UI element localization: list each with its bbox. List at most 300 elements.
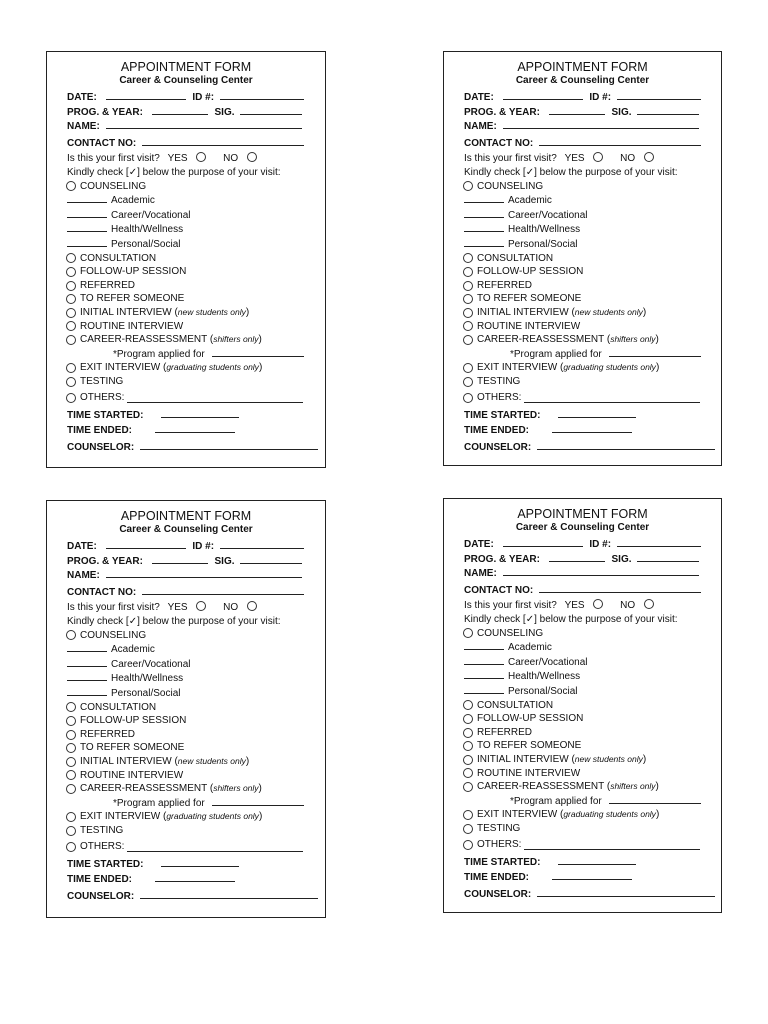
option-initial-interview[interactable]: [67, 755, 315, 769]
option-referred[interactable]: [67, 279, 315, 293]
initial-interview-radio[interactable]: [463, 755, 473, 765]
check-instruction-pre: Kindly check [: [464, 613, 526, 625]
exit-interview-note: graduating students only: [563, 362, 656, 373]
first-visit-row: [464, 152, 711, 166]
option-others[interactable]: [464, 391, 711, 405]
career-reassessment-radio[interactable]: [463, 782, 473, 792]
contact-row: [464, 583, 711, 598]
testing-label: TESTING: [80, 375, 124, 387]
program-applied-field[interactable]: [609, 347, 701, 357]
health-blank[interactable]: [464, 222, 504, 232]
option-referred[interactable]: [67, 728, 315, 742]
health-label: Health/Wellness: [111, 673, 184, 685]
counseling-radio[interactable]: [463, 628, 473, 638]
counseling-label: COUNSELING: [477, 627, 544, 639]
counseling-sub-career[interactable]: [67, 208, 315, 223]
career-label: Career/Vocational: [508, 656, 588, 668]
time-ended-row: [67, 872, 315, 887]
prog-sig-row: [464, 105, 711, 120]
routine-interview-label: ROUTINE INTERVIEW: [477, 767, 581, 779]
time-started-row: [464, 855, 711, 870]
counseling-sub-health[interactable]: [67, 222, 315, 237]
consultation-radio[interactable]: [463, 700, 473, 710]
health-label: Health/Wellness: [111, 224, 184, 236]
option-testing[interactable]: [67, 824, 315, 838]
option-follow-up[interactable]: [464, 265, 711, 279]
date-id-row: [67, 539, 315, 554]
exit-interview-radio[interactable]: [463, 363, 473, 373]
others-label: OTHERS:: [477, 839, 522, 851]
date-label: DATE:: [67, 541, 97, 552]
academic-blank[interactable]: [67, 642, 107, 652]
checkmark-icon: ✓: [525, 613, 535, 625]
name-label: NAME:: [464, 121, 497, 133]
career-close-paren: ): [258, 783, 262, 795]
exit-interview-note: graduating students only: [563, 809, 656, 820]
health-blank[interactable]: [67, 671, 107, 681]
initial-close-paren: ): [642, 306, 647, 318]
counseling-radio[interactable]: [66, 630, 76, 640]
time-ended-row: [464, 870, 711, 885]
consultation-label: CONSULTATION: [80, 252, 157, 264]
id-label: ID #:: [589, 92, 612, 103]
program-applied-field[interactable]: [212, 796, 304, 806]
time-started-label: TIME STARTED:: [67, 410, 144, 422]
follow-up-radio[interactable]: [463, 267, 473, 277]
consultation-radio[interactable]: [66, 253, 76, 263]
to-refer-radio[interactable]: [66, 743, 76, 753]
option-to-refer[interactable]: [464, 292, 711, 306]
contact-label: CONTACT NO:: [464, 137, 534, 149]
id-field[interactable]: [617, 90, 701, 100]
option-consultation[interactable]: [67, 701, 315, 715]
option-others[interactable]: [464, 838, 711, 852]
routine-interview-label: ROUTINE INTERVIEW: [80, 769, 184, 781]
initial-close-paren: ): [642, 753, 647, 765]
follow-up-radio[interactable]: [66, 716, 76, 726]
testing-label: TESTING: [477, 822, 521, 834]
to-refer-radio[interactable]: [66, 294, 76, 304]
time-started-row: [67, 408, 315, 423]
counseling-sub-personal[interactable]: [67, 237, 315, 252]
prog-year-label: PROG. & YEAR:: [67, 106, 143, 118]
time-ended-row: [464, 423, 711, 438]
referred-radio[interactable]: [463, 728, 473, 738]
time-started-label: TIME STARTED:: [67, 859, 144, 871]
name-field[interactable]: [503, 119, 699, 129]
contact-field[interactable]: [539, 136, 701, 146]
initial-interview-label: INITIAL INTERVIEW (: [477, 753, 575, 765]
option-exit-interview[interactable]: [67, 810, 315, 824]
prog-year-field[interactable]: [549, 552, 605, 562]
counseling-sub-academic[interactable]: [464, 193, 711, 208]
contact-field[interactable]: [539, 583, 701, 593]
no-radio[interactable]: [644, 152, 654, 162]
counseling-sub-career[interactable]: [464, 655, 711, 670]
date-field[interactable]: [106, 90, 186, 100]
follow-up-label: FOLLOW-UP SESSION: [477, 266, 584, 278]
counseling-radio[interactable]: [66, 181, 76, 191]
personal-blank[interactable]: [67, 237, 107, 247]
time-ended-field[interactable]: [155, 872, 235, 882]
counseling-radio[interactable]: [463, 181, 473, 191]
name-label: NAME:: [67, 570, 100, 582]
option-testing[interactable]: [464, 822, 711, 836]
yes-radio[interactable]: [593, 152, 603, 162]
counselor-row: [67, 440, 315, 455]
prog-year-label: PROG. & YEAR:: [464, 106, 540, 118]
option-career-reassessment[interactable]: [67, 333, 315, 347]
id-label: ID #:: [192, 541, 215, 552]
career-reassessment-note: shifters only: [610, 334, 656, 345]
name-row: [67, 568, 315, 583]
others-field[interactable]: [127, 842, 303, 852]
contact-row: [464, 136, 711, 151]
routine-interview-radio[interactable]: [66, 770, 76, 780]
others-field[interactable]: [524, 840, 700, 850]
counseling-sub-academic[interactable]: [67, 642, 315, 657]
personal-blank[interactable]: [464, 237, 504, 247]
sig-label: SIG.: [611, 553, 632, 565]
initial-interview-radio[interactable]: [463, 308, 473, 318]
sig-label: SIG.: [214, 106, 235, 118]
prog-year-label: PROG. & YEAR:: [464, 553, 540, 565]
check-instruction-pre: Kindly check [: [67, 166, 129, 178]
appointment-form-card-2: [443, 51, 722, 466]
form-title: APPOINTMENT FORM: [120, 60, 252, 74]
career-blank[interactable]: [464, 655, 504, 665]
id-label: ID #:: [192, 92, 215, 103]
signature-field[interactable]: [637, 552, 699, 562]
option-follow-up[interactable]: [67, 265, 315, 279]
exit-interview-radio[interactable]: [463, 810, 473, 820]
option-counseling[interactable]: [464, 627, 711, 641]
career-close-paren: ): [655, 781, 659, 793]
initial-interview-note: new students only: [574, 753, 643, 764]
consultation-radio[interactable]: [463, 253, 473, 263]
follow-up-label: FOLLOW-UP SESSION: [477, 713, 584, 725]
others-field[interactable]: [127, 393, 303, 403]
yes-label: YES: [564, 600, 585, 612]
option-testing[interactable]: [67, 375, 315, 389]
to-refer-radio[interactable]: [463, 294, 473, 304]
option-to-refer[interactable]: [67, 741, 315, 755]
counselor-field[interactable]: [140, 440, 318, 450]
routine-interview-radio[interactable]: [66, 321, 76, 331]
testing-radio[interactable]: [66, 826, 76, 836]
exit-interview-radio[interactable]: [66, 363, 76, 373]
personal-label: Personal/Social: [508, 238, 578, 250]
exit-interview-radio[interactable]: [66, 812, 76, 822]
option-exit-interview[interactable]: [67, 361, 315, 375]
id-field[interactable]: [220, 90, 304, 100]
option-counseling[interactable]: [464, 180, 711, 194]
name-label: NAME:: [464, 568, 497, 580]
check-instruction-post: ] below the purpose of your visit:: [137, 166, 281, 178]
counselor-field[interactable]: [537, 440, 715, 450]
counseling-sub-personal[interactable]: [67, 686, 315, 701]
career-blank[interactable]: [67, 657, 107, 667]
academic-blank[interactable]: [464, 640, 504, 650]
career-reassessment-radio[interactable]: [66, 335, 76, 345]
checkmark-icon: ✓: [128, 615, 138, 627]
exit-close-paren: ): [258, 362, 263, 374]
option-follow-up[interactable]: [464, 712, 711, 726]
academic-label: Academic: [111, 195, 155, 207]
exit-interview-label: EXIT INTERVIEW (: [477, 809, 564, 821]
career-reassessment-radio[interactable]: [463, 335, 473, 345]
counseling-sub-personal[interactable]: [464, 684, 711, 699]
counseling-label: COUNSELING: [477, 180, 544, 192]
time-started-field[interactable]: [558, 408, 636, 418]
program-applied-label: *Program applied for: [510, 348, 602, 360]
time-ended-field[interactable]: [552, 423, 632, 433]
health-label: Health/Wellness: [508, 671, 581, 683]
option-initial-interview[interactable]: [67, 306, 315, 320]
contact-field[interactable]: [142, 585, 304, 595]
time-started-row: [464, 408, 711, 423]
program-applied-row: [464, 347, 711, 362]
academic-blank[interactable]: [464, 193, 504, 203]
counseling-sub-personal[interactable]: [464, 237, 711, 252]
others-label: OTHERS:: [477, 392, 522, 404]
program-applied-field[interactable]: [212, 347, 304, 357]
time-ended-label: TIME ENDED:: [67, 873, 132, 885]
time-started-field[interactable]: [161, 408, 239, 418]
counseling-sub-health[interactable]: [464, 669, 711, 684]
date-field[interactable]: [106, 539, 186, 549]
personal-label: Personal/Social: [111, 687, 181, 699]
date-field[interactable]: [503, 537, 583, 547]
first-visit-label: Is this your first visit?: [67, 602, 160, 614]
follow-up-radio[interactable]: [463, 714, 473, 724]
academic-label: Academic: [508, 195, 552, 207]
referred-label: REFERRED: [80, 279, 136, 291]
sig-label: SIG.: [611, 106, 632, 118]
first-visit-row: [67, 152, 315, 166]
option-career-reassessment[interactable]: [67, 782, 315, 796]
option-testing[interactable]: [464, 375, 711, 389]
health-label: Health/Wellness: [508, 224, 581, 236]
prog-year-field[interactable]: [152, 105, 208, 115]
time-ended-row: [67, 423, 315, 438]
time-ended-field[interactable]: [155, 423, 235, 433]
option-career-reassessment[interactable]: [464, 780, 711, 794]
consultation-label: CONSULTATION: [80, 701, 157, 713]
yes-radio[interactable]: [196, 152, 206, 162]
prog-year-field[interactable]: [549, 105, 605, 115]
career-reassessment-label: CAREER-REASSESSMENT (: [477, 334, 611, 346]
name-field[interactable]: [106, 119, 302, 129]
check-instruction: [464, 613, 711, 627]
time-started-field[interactable]: [161, 857, 239, 867]
counseling-sub-health[interactable]: [67, 671, 315, 686]
career-reassessment-radio[interactable]: [66, 784, 76, 794]
signature-field[interactable]: [637, 105, 699, 115]
check-instruction-pre: Kindly check [: [67, 615, 129, 627]
form-subtitle: Career & Counseling Center: [515, 522, 650, 533]
personal-label: Personal/Social: [111, 238, 181, 250]
time-started-field[interactable]: [558, 855, 636, 865]
initial-interview-note: new students only: [574, 306, 643, 317]
option-referred[interactable]: [464, 279, 711, 293]
first-visit-label: Is this your first visit?: [67, 153, 160, 165]
health-blank[interactable]: [67, 222, 107, 232]
counselor-label: COUNSELOR:: [67, 442, 135, 454]
form-title: APPOINTMENT FORM: [517, 507, 648, 521]
academic-blank[interactable]: [67, 193, 107, 203]
time-ended-field[interactable]: [552, 870, 632, 880]
to-refer-radio[interactable]: [463, 741, 473, 751]
signature-field[interactable]: [240, 105, 302, 115]
date-label: DATE:: [464, 539, 494, 550]
option-counseling[interactable]: [67, 629, 315, 643]
others-radio[interactable]: [463, 840, 473, 850]
program-applied-field[interactable]: [609, 794, 701, 804]
career-reassessment-label: CAREER-REASSESSMENT (: [80, 783, 214, 795]
form-subtitle: Career & Counseling Center: [515, 75, 650, 86]
option-exit-interview[interactable]: [464, 361, 711, 375]
signature-field[interactable]: [240, 554, 302, 564]
no-radio[interactable]: [247, 152, 257, 162]
others-radio[interactable]: [66, 842, 76, 852]
counseling-sub-career[interactable]: [464, 208, 711, 223]
sig-label: SIG.: [214, 555, 235, 567]
routine-interview-radio[interactable]: [463, 321, 473, 331]
option-consultation[interactable]: [464, 699, 711, 713]
option-follow-up[interactable]: [67, 714, 315, 728]
no-radio[interactable]: [644, 599, 654, 609]
to-refer-label: TO REFER SOMEONE: [80, 293, 185, 305]
contact-row: [67, 585, 315, 600]
id-field[interactable]: [617, 537, 701, 547]
name-field[interactable]: [106, 568, 302, 578]
others-radio[interactable]: [463, 393, 473, 403]
option-routine-interview[interactable]: [67, 320, 315, 334]
contact-field[interactable]: [142, 136, 304, 146]
form-title: APPOINTMENT FORM: [120, 509, 252, 523]
initial-interview-radio[interactable]: [66, 757, 76, 767]
testing-radio[interactable]: [66, 377, 76, 387]
time-ended-label: TIME ENDED:: [464, 871, 529, 883]
prog-year-field[interactable]: [152, 554, 208, 564]
referred-label: REFERRED: [80, 728, 136, 740]
option-others[interactable]: [67, 391, 315, 405]
option-routine-interview[interactable]: [464, 767, 711, 781]
counselor-label: COUNSELOR:: [464, 442, 532, 454]
counseling-sub-academic[interactable]: [464, 640, 711, 655]
option-to-refer[interactable]: [67, 292, 315, 306]
career-close-paren: ): [258, 334, 262, 346]
initial-interview-radio[interactable]: [66, 308, 76, 318]
academic-label: Academic: [508, 642, 552, 654]
option-consultation[interactable]: [464, 252, 711, 266]
option-to-refer[interactable]: [464, 739, 711, 753]
routine-interview-label: ROUTINE INTERVIEW: [80, 320, 184, 332]
testing-radio[interactable]: [463, 377, 473, 387]
exit-interview-label: EXIT INTERVIEW (: [80, 362, 167, 374]
career-blank[interactable]: [67, 208, 107, 218]
referred-radio[interactable]: [463, 281, 473, 291]
counseling-sub-career[interactable]: [67, 657, 315, 672]
counselor-field[interactable]: [140, 889, 318, 899]
option-exit-interview[interactable]: [464, 808, 711, 822]
name-label: NAME:: [67, 121, 100, 133]
option-others[interactable]: [67, 840, 315, 854]
academic-label: Academic: [111, 644, 155, 656]
referred-radio[interactable]: [66, 730, 76, 740]
program-applied-row: [464, 794, 711, 809]
yes-label: YES: [167, 153, 188, 165]
option-career-reassessment[interactable]: [464, 333, 711, 347]
counseling-sub-health[interactable]: [464, 222, 711, 237]
counselor-row: [464, 440, 711, 455]
option-initial-interview[interactable]: [464, 306, 711, 320]
testing-label: TESTING: [80, 824, 124, 836]
appointment-form-card-3: [46, 500, 326, 918]
testing-radio[interactable]: [463, 824, 473, 834]
program-applied-row: [67, 347, 315, 362]
check-instruction: [67, 166, 315, 180]
name-row: [464, 119, 711, 134]
yes-radio[interactable]: [593, 599, 603, 609]
exit-interview-note: graduating students only: [166, 362, 259, 373]
option-initial-interview[interactable]: [464, 753, 711, 767]
personal-blank[interactable]: [464, 684, 504, 694]
others-radio[interactable]: [66, 393, 76, 403]
check-instruction-pre: Kindly check [: [464, 166, 526, 178]
career-reassessment-note: shifters only: [610, 781, 656, 792]
option-routine-interview[interactable]: [67, 769, 315, 783]
yes-radio[interactable]: [196, 601, 206, 611]
health-blank[interactable]: [464, 669, 504, 679]
follow-up-radio[interactable]: [66, 267, 76, 277]
appointment-form-card-4: [443, 498, 722, 913]
consultation-label: CONSULTATION: [477, 252, 554, 264]
no-radio[interactable]: [247, 601, 257, 611]
checkmark-icon: ✓: [525, 166, 535, 178]
exit-close-paren: ): [258, 811, 263, 823]
career-reassessment-label: CAREER-REASSESSMENT (: [80, 334, 214, 346]
counseling-label: COUNSELING: [80, 629, 147, 641]
career-blank[interactable]: [464, 208, 504, 218]
checkmark-icon: ✓: [128, 166, 138, 178]
first-visit-row: [464, 599, 711, 613]
routine-interview-label: ROUTINE INTERVIEW: [477, 320, 581, 332]
date-field[interactable]: [503, 90, 583, 100]
follow-up-label: FOLLOW-UP SESSION: [80, 266, 187, 278]
counselor-label: COUNSELOR:: [67, 891, 135, 903]
option-counseling[interactable]: [67, 180, 315, 194]
others-field[interactable]: [524, 393, 700, 403]
counselor-row: [67, 889, 315, 904]
form-subtitle: Career & Counseling Center: [119, 524, 253, 535]
option-routine-interview[interactable]: [464, 320, 711, 334]
counselor-field[interactable]: [537, 887, 715, 897]
routine-interview-radio[interactable]: [463, 768, 473, 778]
career-reassessment-note: shifters only: [213, 783, 259, 794]
counseling-sub-academic[interactable]: [67, 193, 315, 208]
option-referred[interactable]: [464, 726, 711, 740]
name-field[interactable]: [503, 566, 699, 576]
option-consultation[interactable]: [67, 252, 315, 266]
name-row: [464, 566, 711, 581]
id-field[interactable]: [220, 539, 304, 549]
personal-blank[interactable]: [67, 686, 107, 696]
time-ended-label: TIME ENDED:: [67, 424, 132, 436]
consultation-radio[interactable]: [66, 702, 76, 712]
referred-radio[interactable]: [66, 281, 76, 291]
